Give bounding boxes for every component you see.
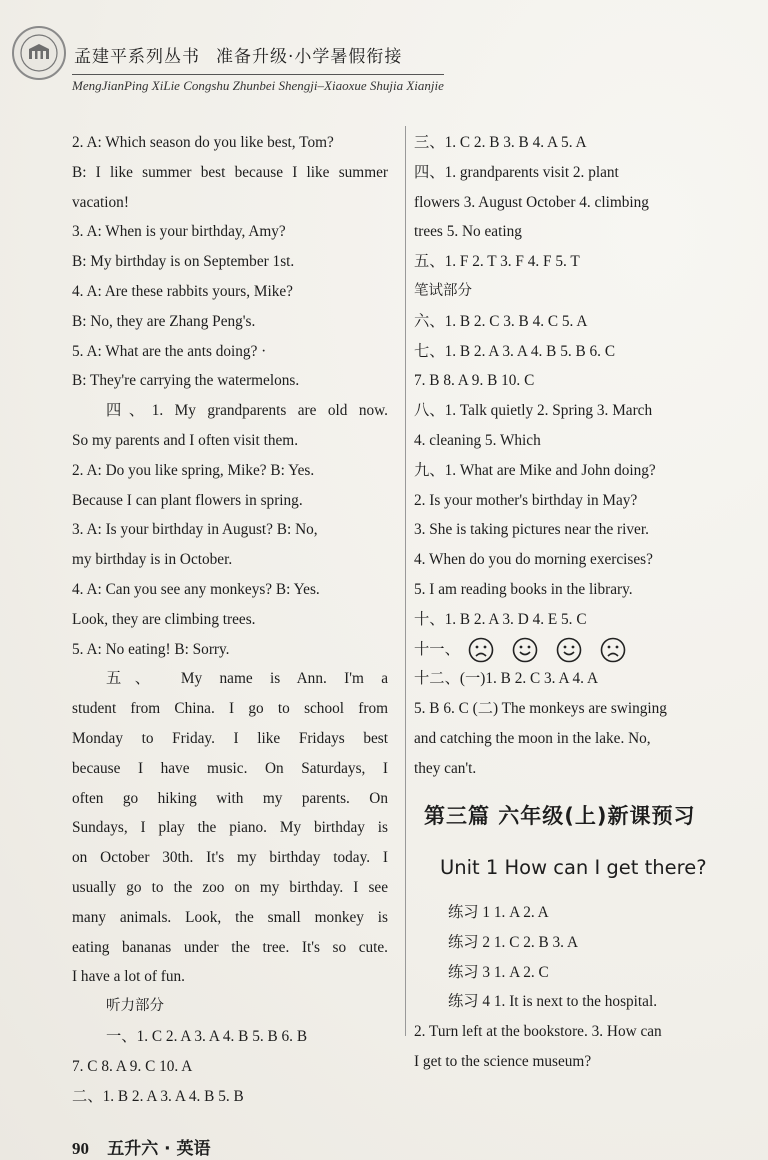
footer-label: 五升六 · 英语 [107,1139,211,1159]
text-line: 4. cleaning 5. Which [414,431,541,449]
text-line: 7. C 8. A 9. C 10. A [72,1057,193,1075]
text-line: trees 5. No eating [414,223,522,241]
text-line: Because I can plant flowers in spring. [72,491,303,509]
smiley-face-icon [556,637,582,663]
text-line: my birthday is in October. [72,551,233,569]
text-line: 5. A: What are the ants doing? · [72,342,267,360]
text-line: 5. I am reading books in the library. [414,580,633,598]
text-line: 2. A: Do you like spring, Mike? B: Yes. [72,461,315,479]
smiley-face-icon [512,637,538,663]
text-line: B: They're carrying the watermelons. [72,372,300,390]
text-line: 三、1. C 2. B 3. B 4. A 5. A [414,134,587,151]
text-line: 二、1. B 2. A 3. A 4. B 5. B [72,1087,244,1105]
text-line: 4. A: Are these rabbits yours, Mike? [72,282,293,300]
practice-line: 练习 2 1. C 2. B 3. A [448,933,579,951]
practice-answers [414,898,732,1077]
text-line: 十二、(一)1. B 2. C 3. A 4. A [414,670,599,688]
book-name: 准备升级·小学暑假衔接 [216,47,403,67]
faces-row [468,637,626,663]
text-line: So my parents and I often visit them. [72,431,299,449]
text-line: 2. A: Which season do you like best, Tom? [72,134,334,151]
sad-face-icon [468,637,494,663]
text-line: 5. A: No eating! B: Sorry. [72,640,230,658]
text-line: 六、1. B 2. C 3. B 4. C 5. A [414,312,588,330]
text-line: they can't. [414,759,477,777]
text-line: 2. Is your mother's birthday in May? [414,491,638,509]
text-line: 八、1. Talk quietly 2. Spring 3. March [414,402,653,420]
column-divider [405,126,406,1036]
text-line: 九、1. What are Mike and John doing? [414,461,656,479]
left-column [72,128,388,1111]
header-title [74,42,402,67]
text-line: on October 30th. It's my birthday today. I [72,849,388,867]
text-line: 5. B 6. C (二) The monkeys are swinging [414,700,667,718]
text-line: Look, they are climbing trees. [72,610,256,628]
text-line: many animals. Look, the small monkey is [72,908,388,926]
text-line: and catching the moon in the lake. No, [414,729,651,747]
text-line: B: No, they are Zhang Peng's. [72,312,256,330]
text-line: eating bananas under the tree. It's so cute. [72,938,388,956]
practice-line: 练习 1 1. A 2. A [448,904,549,921]
page-number: 90 [72,1139,89,1158]
text-line: 7. B 8. A 9. B 10. C [414,372,535,390]
text-line: B: My birthday is on September 1st. [72,253,295,271]
text-line: Sundays, I play the piano. My birthday is [72,819,388,837]
header-pinyin: MengJianPing XiLie Congshu Zhunbei Shengji–Xiaoxue Shujia Xianjie [72,74,444,94]
text-line: 4. A: Can you see any monkeys? B: Yes. [72,580,320,598]
subsection-heading: 听力部分 [106,998,164,1015]
page-footer [72,1134,211,1159]
text-line: 3. A: Is your birthday in August? B: No, [72,521,318,539]
text-line: 七、1. B 2. A 3. A 4. B 5. B 6. C [414,342,616,360]
practice-line: 练习 4 1. It is next to the hospital. [448,993,658,1011]
text-line: often go hiking with my parents. On [72,789,388,807]
text-line: flowers 3. August October 4. climbing [414,193,649,211]
unit-heading: Unit 1 How can I get there? [440,856,707,879]
text-line: 四、1. grandparents visit 2. plant [414,163,619,181]
sad-face-icon [600,637,626,663]
faces-answer-line [414,635,732,665]
text-line: student from China. I go to school from [72,700,388,718]
text-line: because I have music. On Saturdays, I [72,759,388,777]
question-number: 十一、 [414,640,460,658]
series-logo-icon [12,26,66,80]
subsection-heading: 笔试部分 [414,282,472,299]
text-line: 五、 My name is Ann. I'm a [106,670,388,688]
section-heading: 第三篇 六年级(上)新课预习 [424,804,696,828]
page-header [0,0,768,96]
text-line: usually go to the zoo on my birthday. I see [72,878,388,896]
text-line: vacation! [72,193,129,211]
text-line: 4. When do you do morning exercises? [414,551,653,569]
practice-line: 2. Turn left at the bookstore. 3. How can [414,1023,662,1041]
text-line: 十、1. B 2. A 3. D 4. E 5. C [414,610,587,628]
text-line: 3. A: When is your birthday, Amy? [72,223,286,241]
text-line: I have a lot of fun. [72,968,185,986]
text-line: Monday to Friday. I like Fridays best [72,729,388,747]
text-line: 3. She is taking pictures near the river. [414,521,649,539]
text-line: B: I like summer best because I like summer [72,163,388,181]
practice-line: 练习 3 1. A 2. C [448,963,549,981]
series-name: 孟建平系列丛书 [74,47,200,67]
text-line: 五、1. F 2. T 3. F 4. F 5. T [414,253,580,271]
practice-line: I get to the science museum? [414,1052,592,1070]
text-line: 四、1. My grandparents are old now. [106,402,388,420]
right-column [414,128,732,784]
text-line: 一、1. C 2. A 3. A 4. B 5. B 6. B [106,1027,308,1045]
